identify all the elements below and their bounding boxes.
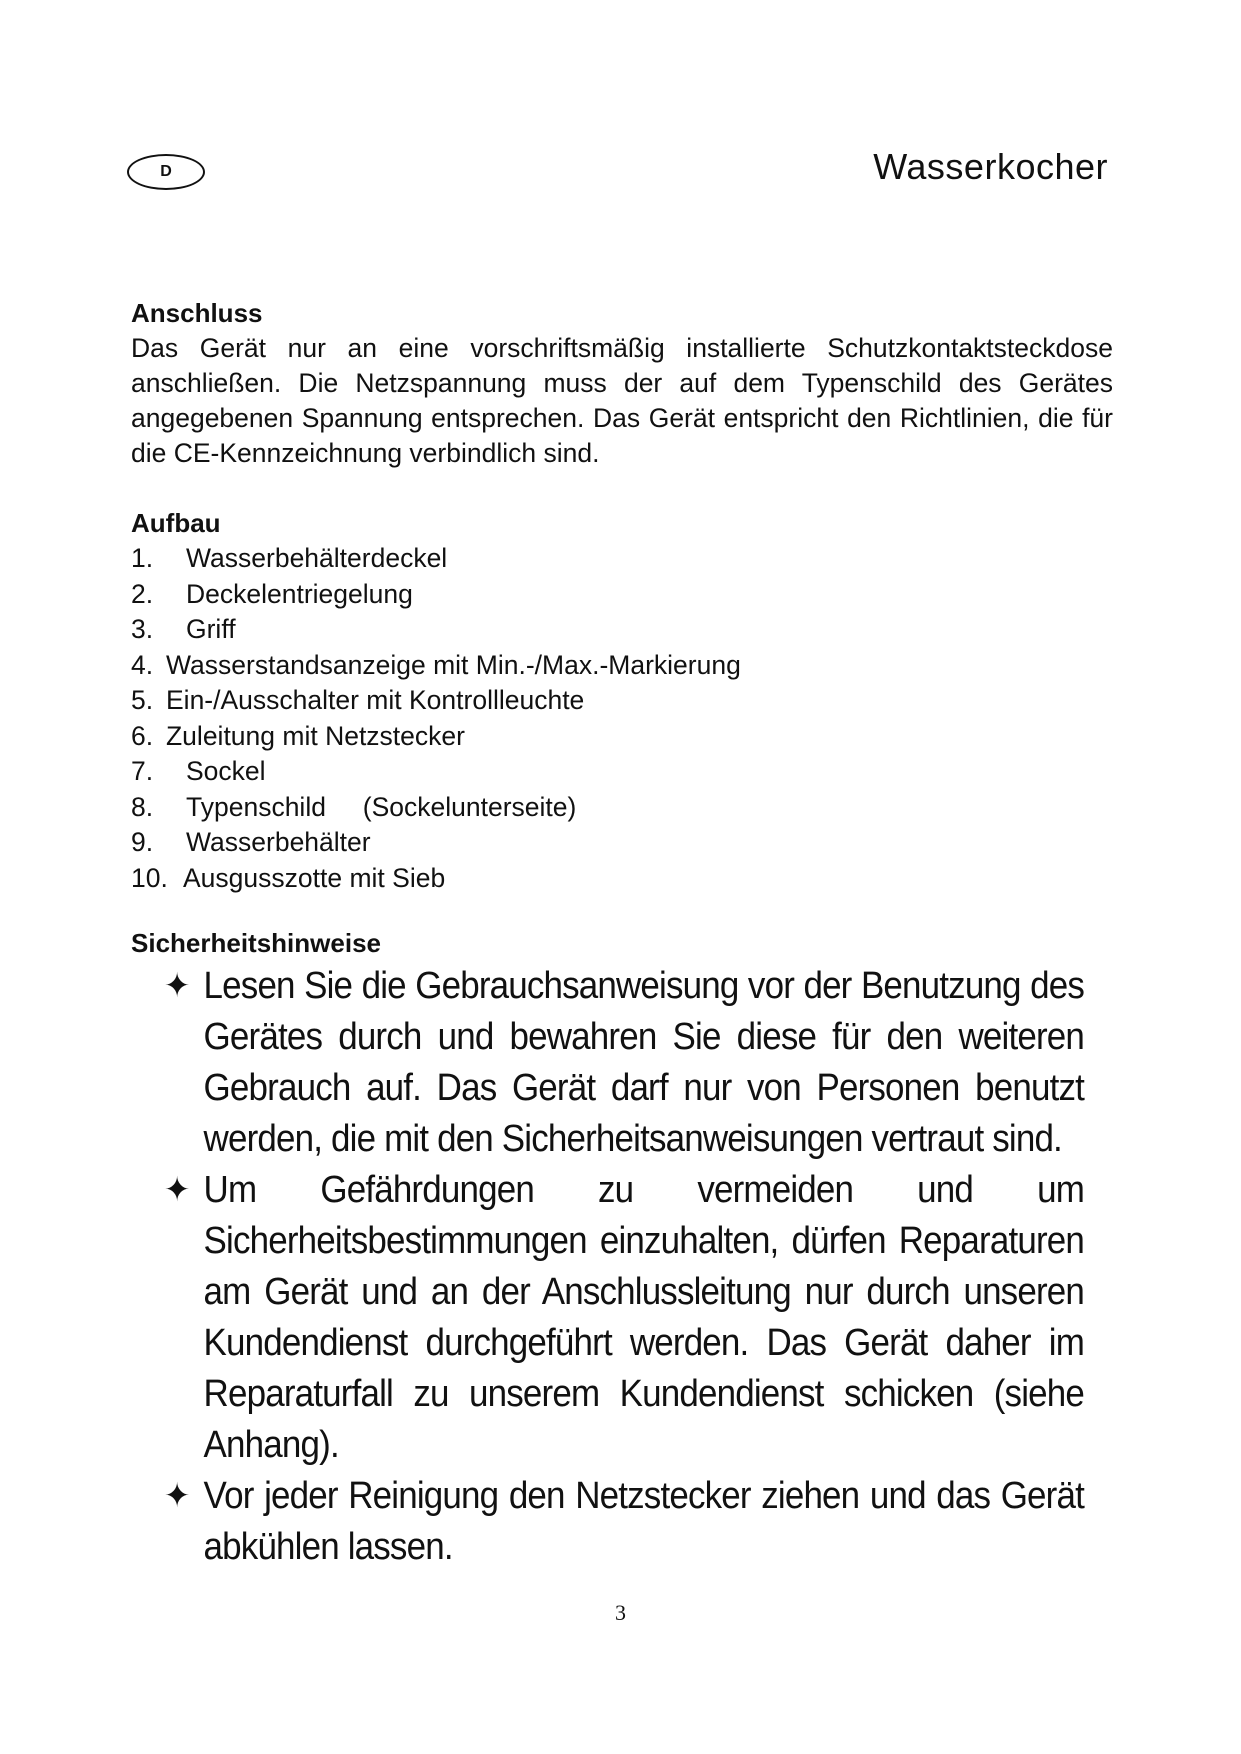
list-item <box>131 790 1113 826</box>
connection-section <box>131 295 1113 471</box>
list-item-label: Wasserstandsanzeige mit Min.-/Max.-Markierung <box>166 649 741 680</box>
safety-list <box>131 961 1113 1573</box>
list-item <box>131 577 1113 613</box>
safety-item <box>164 1471 1084 1573</box>
list-item-label: Ausgusszotte mit Sieb <box>183 862 446 893</box>
safety-item-text: Lesen Sie die Gebrauchsanweisung vor der Benutzung des Gerätes durch und bewahren Sie diese für den weiteren Gebrauch auf. Das Gerät darf nur von Personen benutzt werden, die mit den Sicherheitsanweisungen vertraut sind. <box>203 965 1084 1160</box>
list-item-number: 2. <box>131 578 154 609</box>
safety-item-text: Vor jeder Reinigung den Netzstecker ziehen und das Gerät abkühlen lassen. <box>203 1475 1084 1568</box>
four-pointed-star-icon: ✦ <box>164 1477 190 1515</box>
parts-list <box>131 541 1113 896</box>
list-item <box>131 541 1113 577</box>
safety-item <box>164 961 1084 1165</box>
list-item-number: 7. <box>131 756 154 786</box>
list-item-number: 6. <box>131 720 154 751</box>
safety-item <box>164 1165 1084 1471</box>
structure-section <box>131 505 1113 896</box>
connection-heading: Anschluss <box>131 298 263 328</box>
safety-heading: Sicherheitshinweise <box>131 928 381 958</box>
page-number: 3 <box>615 1600 626 1625</box>
structure-heading: Aufbau <box>131 508 221 538</box>
safety-item-text: Um Gefährdungen zu vermeiden und um Sicherheitsbestimmungen einzuhalten, dürfen Reparaturen am Gerät und an der Anschlussleitung nur durch unseren Kundendienst durchgeführt werden. Das Gerät daher im Reparaturfall zu unserem Kundendienst schicken (siehe Anhang). <box>203 1169 1084 1466</box>
connection-text: Das Gerät nur an eine vorschriftsmäßig installierte Schutzkontaktsteckdose anschließen. Die Netzspannung muss der auf dem Typenschild des Gerätes angegebenen Spannung entsprechen. Das Gerät entspricht den Richtlinien, die für die CE-Kennzeichnung verbindlich sind. <box>131 333 1113 468</box>
list-item-number: 3. <box>131 614 154 644</box>
list-item <box>131 719 1113 755</box>
list-item <box>131 648 1113 684</box>
list-item-number: 5. <box>131 685 154 715</box>
list-item <box>131 683 1113 719</box>
country-badge <box>127 154 205 190</box>
list-item <box>131 754 1113 790</box>
list-item-number: 1. <box>131 543 154 573</box>
list-item <box>131 861 1113 897</box>
list-item-number: 8. <box>131 791 154 822</box>
list-item <box>131 612 1113 648</box>
four-pointed-star-icon: ✦ <box>164 967 190 1005</box>
list-item-label: Zuleitung mit Netzstecker <box>166 720 465 751</box>
list-item-label: Ein-/Ausschalter mit Kontrollleuchte <box>166 685 585 715</box>
safety-section <box>131 925 1113 1573</box>
four-pointed-star-icon: ✦ <box>164 1171 190 1209</box>
list-item-label: Wasserbehälter <box>186 827 371 857</box>
list-item <box>131 825 1113 861</box>
list-item-number: 4. <box>131 649 154 680</box>
list-item-label: Sockel <box>186 756 266 786</box>
document-title: Wasserkocher <box>873 146 1108 187</box>
list-item-number: 10. <box>131 862 168 893</box>
country-code: D <box>160 163 172 180</box>
list-item-number: 9. <box>131 827 154 857</box>
list-item-label: Deckelentriegelung <box>186 578 413 609</box>
list-item-label: Typenschild (Sockelunterseite) <box>186 791 577 822</box>
list-item-label: Griff <box>186 614 236 644</box>
list-item-label: Wasserbehälterdeckel <box>186 543 448 573</box>
